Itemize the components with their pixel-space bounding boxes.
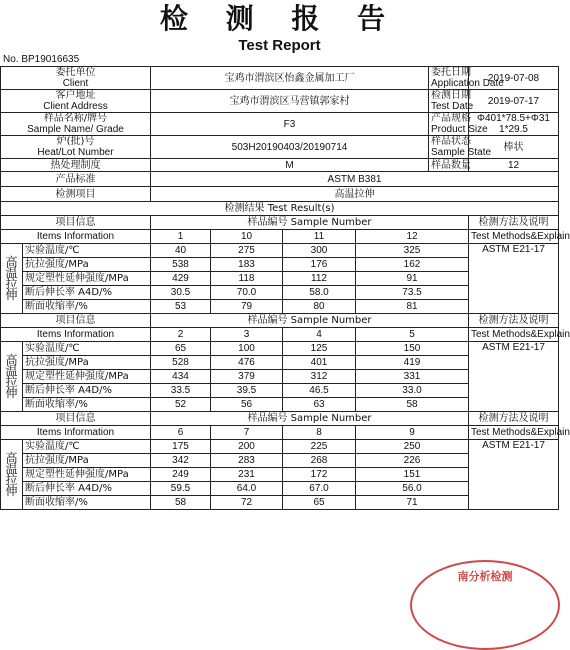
value-cell: 30.5 xyxy=(151,286,211,300)
value-cell: 52 xyxy=(151,398,211,412)
sample-number-header: 样品编号 Sample Number xyxy=(151,412,469,426)
size-label xyxy=(429,113,488,136)
table-row xyxy=(1,342,559,356)
quantity-value: 12 xyxy=(469,159,559,172)
sample-id: 4 xyxy=(283,328,356,342)
value-cell: 312 xyxy=(283,370,356,384)
test-date-label xyxy=(429,90,474,113)
value-cell: 528 xyxy=(151,356,211,370)
method-value: ASTM E21-17 xyxy=(469,244,559,314)
value-cell: 71 xyxy=(356,496,469,510)
state-label xyxy=(429,136,492,159)
row-heat xyxy=(1,136,559,159)
method-header-cn: 检测方法及说明 xyxy=(469,216,559,230)
value-cell: 80 xyxy=(283,300,356,314)
value-cell: 46.5 xyxy=(283,384,356,398)
value-cell: 118 xyxy=(211,272,283,286)
size-value-line1: Φ401*78.5+Φ31 xyxy=(477,113,550,124)
method-header-cn: 检测方法及说明 xyxy=(469,314,559,328)
table-row xyxy=(1,244,559,258)
value-cell: 56.0 xyxy=(356,482,469,496)
block-subheader-row xyxy=(1,328,559,342)
side-label xyxy=(1,440,23,510)
value-cell: 39.5 xyxy=(211,384,283,398)
sample-value: F3 xyxy=(151,113,429,136)
sample-id: 6 xyxy=(151,426,211,440)
value-cell: 175 xyxy=(151,440,211,454)
block-header-row xyxy=(1,216,559,230)
property-label: 断后伸长率 A4D/% xyxy=(23,384,151,398)
side-char: 高 xyxy=(5,254,18,269)
value-cell: 151 xyxy=(356,468,469,482)
property-label: 断面收缩率/% xyxy=(23,300,151,314)
heat-label xyxy=(1,136,151,159)
value-cell: 63 xyxy=(283,398,356,412)
state-label-cn: 样品状态 xyxy=(431,136,471,147)
state-value: 棒状 xyxy=(469,136,559,159)
method-header-en: Test Methods&Explain xyxy=(469,328,559,342)
property-label: 断面收缩率/% xyxy=(23,496,151,510)
address-value: 宝鸡市渭滨区马营镇郭家村 xyxy=(151,90,429,113)
value-cell: 379 xyxy=(211,370,283,384)
value-cell: 538 xyxy=(151,258,211,272)
address-label-cn: 客户地址 xyxy=(55,90,96,101)
sample-number-header: 样品编号 Sample Number xyxy=(151,314,469,328)
value-cell: 91 xyxy=(356,272,469,286)
test-item-label: 检测项目 xyxy=(1,187,151,202)
test-date-label-en: Test Date xyxy=(431,101,474,112)
heat-value: 503H20190403/20190714 xyxy=(151,136,429,159)
stamp-text: 南分析检测 xyxy=(457,570,513,583)
value-cell: 58 xyxy=(151,496,211,510)
address-label xyxy=(1,90,151,113)
side-char: 高 xyxy=(5,352,18,367)
test-date-value: 2019-07-17 xyxy=(469,90,559,113)
sample-id: 8 xyxy=(283,426,356,440)
heat-treatment-value: M xyxy=(151,159,429,172)
state-label-en: Sample State xyxy=(431,147,492,158)
property-label: 断后伸长率 A4D/% xyxy=(23,286,151,300)
standard-value: ASTM B381 xyxy=(151,172,559,187)
property-label: 实验温度/℃ xyxy=(23,244,151,258)
sample-number-header: 样品编号 Sample Number xyxy=(151,216,469,230)
value-cell: 176 xyxy=(283,258,356,272)
heat-label-cn: 炉(批)号 xyxy=(56,136,95,147)
results-title: 检测结果 Test Result(s) xyxy=(1,202,559,216)
value-cell: 231 xyxy=(211,468,283,482)
row-address xyxy=(1,90,559,113)
value-cell: 225 xyxy=(283,440,356,454)
value-cell: 342 xyxy=(151,454,211,468)
value-cell: 331 xyxy=(356,370,469,384)
size-label-cn: 产品规格 xyxy=(431,113,471,124)
side-char: 伸 xyxy=(5,483,18,498)
sample-id: 9 xyxy=(356,426,469,440)
value-cell: 70.0 xyxy=(211,286,283,300)
value-cell: 125 xyxy=(283,342,356,356)
report-table xyxy=(0,66,570,510)
size-value-line2: 1*29.5 xyxy=(499,124,528,135)
side-char: 拉 xyxy=(5,374,18,389)
value-cell: 58 xyxy=(356,398,469,412)
value-cell: 325 xyxy=(356,244,469,258)
results-body xyxy=(1,216,570,510)
block-header-row xyxy=(1,314,559,328)
value-cell: 64.0 xyxy=(211,482,283,496)
value-cell: 150 xyxy=(356,342,469,356)
sample-id: 10 xyxy=(211,230,283,244)
side-char: 温 xyxy=(5,265,18,280)
value-cell: 200 xyxy=(211,440,283,454)
app-date-label xyxy=(429,67,504,90)
app-date-label-en: Application Date xyxy=(431,78,504,89)
method-value: ASTM E21-17 xyxy=(469,440,559,510)
value-cell: 268 xyxy=(283,454,356,468)
side-char: 伸 xyxy=(5,385,18,400)
property-label: 规定塑性延伸强度/MPa xyxy=(23,468,151,482)
sample-id: 12 xyxy=(356,230,469,244)
row-standard xyxy=(1,172,559,187)
value-cell: 476 xyxy=(211,356,283,370)
client-label-cn: 委托单位 xyxy=(55,67,96,78)
value-cell: 79 xyxy=(211,300,283,314)
side-label xyxy=(1,244,23,314)
items-info-cn: 项目信息 xyxy=(1,412,151,426)
test-date-label-cn: 检测日期 xyxy=(431,90,471,101)
heat-label-en: Heat/Lot Number xyxy=(37,147,114,158)
client-label-en: Client xyxy=(62,78,89,89)
row-sample xyxy=(1,113,559,136)
value-cell: 65 xyxy=(283,496,356,510)
heat-treatment-label: 热处理制度 xyxy=(1,159,151,172)
report-title-en: Test Report xyxy=(238,37,321,54)
side-char: 拉 xyxy=(5,472,18,487)
side-label xyxy=(1,342,23,412)
value-cell: 59.5 xyxy=(151,482,211,496)
side-char: 温 xyxy=(5,363,18,378)
value-cell: 53 xyxy=(151,300,211,314)
sample-id: 1 xyxy=(151,230,211,244)
inspection-stamp xyxy=(410,560,560,650)
value-cell: 300 xyxy=(283,244,356,258)
value-cell: 183 xyxy=(211,258,283,272)
value-cell: 249 xyxy=(151,468,211,482)
value-cell: 162 xyxy=(356,258,469,272)
report-title-cn: 检 测 报 告 xyxy=(159,2,400,35)
row-results-title xyxy=(1,202,559,216)
value-cell: 67.0 xyxy=(283,482,356,496)
value-cell: 33.0 xyxy=(356,384,469,398)
side-char: 温 xyxy=(5,461,18,476)
report-number: No. BP19016635 xyxy=(3,54,80,65)
sample-label-cn: 样品名称/牌号 xyxy=(43,113,108,124)
method-header-en: Test Methods&Explain xyxy=(469,426,559,440)
value-cell: 73.5 xyxy=(356,286,469,300)
quantity-label: 样品数量 xyxy=(429,159,469,172)
app-date-label-cn: 委托日期 xyxy=(431,67,471,78)
property-label: 规定塑性延伸强度/MPa xyxy=(23,272,151,286)
property-label: 断面收缩率/% xyxy=(23,398,151,412)
value-cell: 33.5 xyxy=(151,384,211,398)
value-cell: 81 xyxy=(356,300,469,314)
items-info-cn: 项目信息 xyxy=(1,314,151,328)
property-label: 抗拉强度/MPa xyxy=(23,258,151,272)
property-label: 抗拉强度/MPa xyxy=(23,454,151,468)
sample-id: 7 xyxy=(211,426,283,440)
method-header-cn: 检测方法及说明 xyxy=(469,412,559,426)
value-cell: 250 xyxy=(356,440,469,454)
property-label: 抗拉强度/MPa xyxy=(23,356,151,370)
row-heat-treatment xyxy=(1,159,559,172)
standard-label: 产品标准 xyxy=(1,172,151,187)
property-label: 实验温度/℃ xyxy=(23,342,151,356)
client-label xyxy=(1,67,151,90)
items-info-en: Items Information xyxy=(1,426,151,440)
sample-id: 3 xyxy=(211,328,283,342)
sample-label-en: Sample Name/ Grade xyxy=(27,124,124,135)
method-value: ASTM E21-17 xyxy=(469,342,559,412)
block-subheader-row xyxy=(1,426,559,440)
items-info-cn: 项目信息 xyxy=(1,216,151,230)
value-cell: 100 xyxy=(211,342,283,356)
value-cell: 58.0 xyxy=(283,286,356,300)
sample-label xyxy=(1,113,151,136)
value-cell: 275 xyxy=(211,244,283,258)
side-char: 拉 xyxy=(5,276,18,291)
row-client xyxy=(1,67,559,90)
app-date-value: 2019-07-08 xyxy=(469,67,559,90)
sample-id: 2 xyxy=(151,328,211,342)
value-cell: 112 xyxy=(283,272,356,286)
value-cell: 72 xyxy=(211,496,283,510)
items-info-en: Items Information xyxy=(1,328,151,342)
value-cell: 226 xyxy=(356,454,469,468)
client-value: 宝鸡市渭滨区怡鑫金属加工厂 xyxy=(151,67,429,90)
property-label: 规定塑性延伸强度/MPa xyxy=(23,370,151,384)
test-item-value: 高温拉伸 xyxy=(151,187,559,202)
value-cell: 283 xyxy=(211,454,283,468)
value-cell: 172 xyxy=(283,468,356,482)
side-char: 高 xyxy=(5,450,18,465)
row-test-item xyxy=(1,187,559,202)
property-label: 实验温度/℃ xyxy=(23,440,151,454)
address-label-en: Client Address xyxy=(43,101,108,112)
property-label: 断后伸长率 A4D/% xyxy=(23,482,151,496)
value-cell: 434 xyxy=(151,370,211,384)
value-cell: 40 xyxy=(151,244,211,258)
side-char: 伸 xyxy=(5,287,18,302)
value-cell: 56 xyxy=(211,398,283,412)
table-row xyxy=(1,440,559,454)
value-cell: 65 xyxy=(151,342,211,356)
value-cell: 429 xyxy=(151,272,211,286)
block-header-row xyxy=(1,412,559,426)
sample-id: 5 xyxy=(356,328,469,342)
sample-id: 11 xyxy=(283,230,356,244)
value-cell: 419 xyxy=(356,356,469,370)
items-info-en: Items Information xyxy=(1,230,151,244)
block-subheader-row xyxy=(1,230,559,244)
method-header-en: Test Methods&Explain xyxy=(469,230,559,244)
value-cell: 401 xyxy=(283,356,356,370)
size-label-en: Product Size xyxy=(431,124,488,135)
